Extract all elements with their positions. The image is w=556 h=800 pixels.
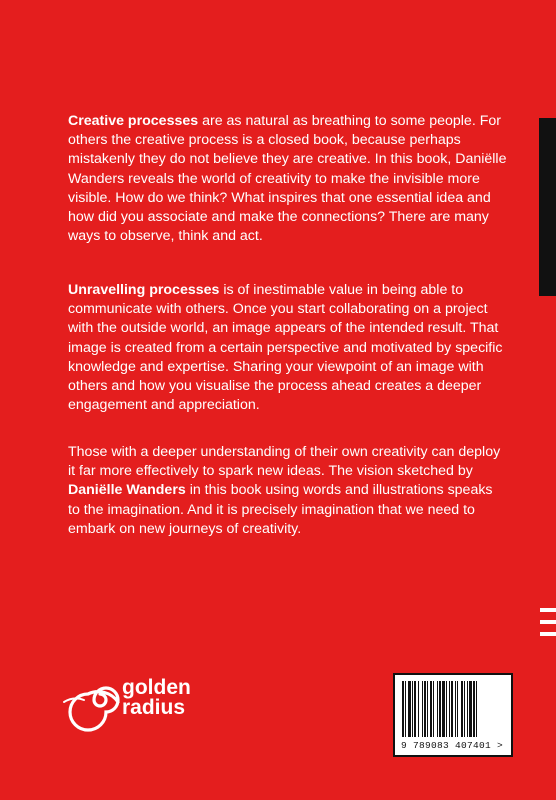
lead-creative-processes: Creative processes xyxy=(68,113,199,129)
isbn-number: 9 789083 407401 > xyxy=(401,740,504,751)
publisher-line-2: radius xyxy=(122,696,186,719)
edge-dashes xyxy=(540,608,556,644)
barcode-bar xyxy=(402,681,404,737)
barcode-bar xyxy=(461,681,463,737)
barcode-bar xyxy=(408,681,411,737)
author-name: Daniëlle Wanders xyxy=(68,482,186,499)
logo-swirl-icon xyxy=(70,688,118,730)
barcode xyxy=(393,673,513,757)
closing-text-before: Those with a deeper understanding of their own creativity can deploy it far more effectively to spark new ideas. The vision sketched by xyxy=(68,444,501,480)
dash xyxy=(540,608,556,612)
dash xyxy=(540,632,556,636)
publisher-line-1: golden xyxy=(122,676,191,699)
barcode-bar xyxy=(427,681,428,737)
barcode-bar xyxy=(437,681,438,737)
unravelling-paragraph xyxy=(68,281,508,415)
unravelling-paragraph-text: is of inestimable value in being able to communicate with others. Once you start collaborating on a project with the outside world, an image appears of the intended result. That image is created from a certain perspective and motivated by specific knowledge and expertise. Sharing your viewpoint of an image with others and how you visualise the process ahead creates a deeper engagement and appreciation. xyxy=(68,282,503,414)
barcode-bar xyxy=(473,681,475,737)
barcode-bar xyxy=(439,681,441,737)
barcode-bar xyxy=(449,681,450,737)
closing-paragraph xyxy=(68,443,508,539)
barcode-bar xyxy=(433,681,434,737)
barcode-bar xyxy=(412,681,413,737)
closing-text-after: in this book using words and illustrations speaks to the imagination. And it is precisely imagination that we need to embark on new journeys of creativity. xyxy=(68,482,493,537)
barcode-bar xyxy=(467,681,468,737)
barcode-bar xyxy=(455,681,456,737)
barcode-bars-icon xyxy=(402,681,506,737)
dash xyxy=(540,620,556,624)
barcode-bar xyxy=(446,681,447,737)
barcode-bar xyxy=(424,681,426,737)
barcode-bar xyxy=(469,681,472,737)
barcode-bar xyxy=(464,681,465,737)
barcode-bar xyxy=(422,681,423,737)
barcode-bar xyxy=(442,681,445,737)
spine-bar xyxy=(539,118,556,296)
barcode-bar xyxy=(451,681,453,737)
barcode-bar xyxy=(430,681,432,737)
intro-paragraph-text: are as natural as breathing to some people. For others the creative process is a closed book, because perhaps mistakenly they do not believe they are creative. In this book, Daniëlle Wanders reveals the world of creativity to make the invisible more visible. How do we think? What inspires that one essential idea and how did you associate and make the connections? There are many ways to observe, think and act. xyxy=(68,113,507,245)
lead-unravelling-processes: Unravelling processes xyxy=(68,282,220,298)
barcode-bar xyxy=(418,681,419,737)
barcode-bar xyxy=(457,681,458,737)
barcode-bar xyxy=(476,681,477,737)
barcode-bar xyxy=(414,681,416,737)
publisher-name xyxy=(122,678,191,718)
barcode-bar xyxy=(405,681,406,737)
intro-paragraph xyxy=(68,112,508,246)
